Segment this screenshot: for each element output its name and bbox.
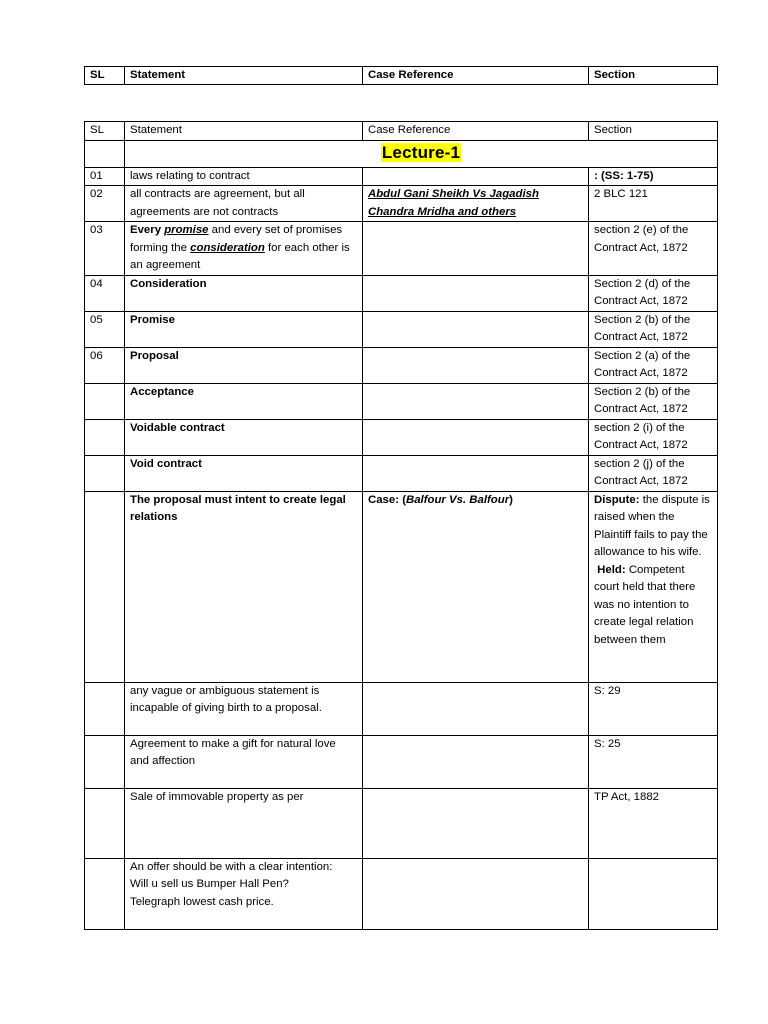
lecture-table xyxy=(84,121,718,930)
lecture-title-row xyxy=(85,140,718,167)
table-row xyxy=(85,222,718,276)
row-section: S: 25 xyxy=(589,735,718,788)
row-section: S: 29 xyxy=(589,682,718,735)
row-case-reference xyxy=(363,347,589,383)
row-section: section 2 (i) of the Contract Act, 1872 xyxy=(589,419,718,455)
header-table xyxy=(84,66,718,85)
row-sl xyxy=(85,735,125,788)
row-sl: 05 xyxy=(85,311,125,347)
row-sl xyxy=(85,455,125,491)
row-statement: Voidable contract xyxy=(125,419,363,455)
row-section: section 2 (e) of the Contract Act, 1872 xyxy=(589,222,718,276)
lecture-title: Lecture-1 xyxy=(381,142,461,162)
table-row xyxy=(85,383,718,419)
row-statement: Sale of immovable property as per xyxy=(125,788,363,858)
row-section: : (SS: 1-75) xyxy=(589,167,718,186)
table-row xyxy=(85,186,718,222)
row-section: section 2 (j) of the Contract Act, 1872 xyxy=(589,455,718,491)
col-section: Section xyxy=(589,122,718,141)
row-statement: Promise xyxy=(125,311,363,347)
header-section: Section xyxy=(589,67,718,85)
row-sl: 06 xyxy=(85,347,125,383)
row-case-reference xyxy=(363,419,589,455)
header-row xyxy=(85,67,718,85)
row-statement: Acceptance xyxy=(125,383,363,419)
row-sl xyxy=(85,858,125,929)
row-case-reference xyxy=(363,682,589,735)
row-case-reference xyxy=(363,383,589,419)
row-case-reference xyxy=(363,275,589,311)
row-section: Section 2 (a) of the Contract Act, 1872 xyxy=(589,347,718,383)
header-statement: Statement xyxy=(125,67,363,85)
row-sl: 02 xyxy=(85,186,125,222)
col-statement: Statement xyxy=(125,122,363,141)
table-row xyxy=(85,167,718,186)
table-row xyxy=(85,275,718,311)
row-statement: Consideration xyxy=(125,275,363,311)
col-case-reference: Case Reference xyxy=(363,122,589,141)
table-row xyxy=(85,311,718,347)
row-sl xyxy=(85,682,125,735)
row-section: Dispute: the dispute is raised when the Plaintiff fails to pay the allowance to his wife. Held: Competent court held that there was no intention to create legal relation between them xyxy=(589,491,718,682)
row-section: 2 BLC 121 xyxy=(589,186,718,222)
row-sl: 04 xyxy=(85,275,125,311)
row-sl xyxy=(85,383,125,419)
row-case-reference xyxy=(363,858,589,929)
table-row xyxy=(85,858,718,929)
table-row xyxy=(85,347,718,383)
row-statement: laws relating to contract xyxy=(125,167,363,186)
table-row xyxy=(85,491,718,682)
header-sl: SL xyxy=(85,67,125,85)
col-sl: SL xyxy=(85,122,125,141)
row-case-reference xyxy=(363,311,589,347)
row-section: Section 2 (b) of the Contract Act, 1872 xyxy=(589,383,718,419)
row-sl xyxy=(85,491,125,682)
row-section: TP Act, 1882 xyxy=(589,788,718,858)
row-statement: An offer should be with a clear intention: Will u sell us Bumper Hall Pen? Telegraph lowest cash price. xyxy=(125,858,363,929)
row-case-reference xyxy=(363,167,589,186)
row-statement: Proposal xyxy=(125,347,363,383)
header-case-reference: Case Reference xyxy=(363,67,589,85)
row-sl xyxy=(85,419,125,455)
row-statement: Every promise and every set of promises forming the consideration for each other is an agreement xyxy=(125,222,363,276)
row-statement: The proposal must intent to create legal relations xyxy=(125,491,363,682)
row-statement: Agreement to make a gift for natural love and affection xyxy=(125,735,363,788)
row-case-reference: Case: (Balfour Vs. Balfour) xyxy=(363,491,589,682)
row-case-reference: Abdul Gani Sheikh Vs Jagadish Chandra Mridha and others xyxy=(363,186,589,222)
row-section: Section 2 (b) of the Contract Act, 1872 xyxy=(589,311,718,347)
row-sl xyxy=(85,788,125,858)
row-statement: all contracts are agreement, but all agreements are not contracts xyxy=(125,186,363,222)
row-section: Section 2 (d) of the Contract Act, 1872 xyxy=(589,275,718,311)
row-case-reference xyxy=(363,735,589,788)
table-row xyxy=(85,455,718,491)
table-row xyxy=(85,788,718,858)
table-row xyxy=(85,419,718,455)
row-sl: 03 xyxy=(85,222,125,276)
table-row xyxy=(85,735,718,788)
row-statement: any vague or ambiguous statement is incapable of giving birth to a proposal. xyxy=(125,682,363,735)
row-sl: 01 xyxy=(85,167,125,186)
row-case-reference xyxy=(363,788,589,858)
row-case-reference xyxy=(363,455,589,491)
column-header-row xyxy=(85,122,718,141)
row-section xyxy=(589,858,718,929)
table-row xyxy=(85,682,718,735)
row-statement: Void contract xyxy=(125,455,363,491)
row-case-reference xyxy=(363,222,589,276)
